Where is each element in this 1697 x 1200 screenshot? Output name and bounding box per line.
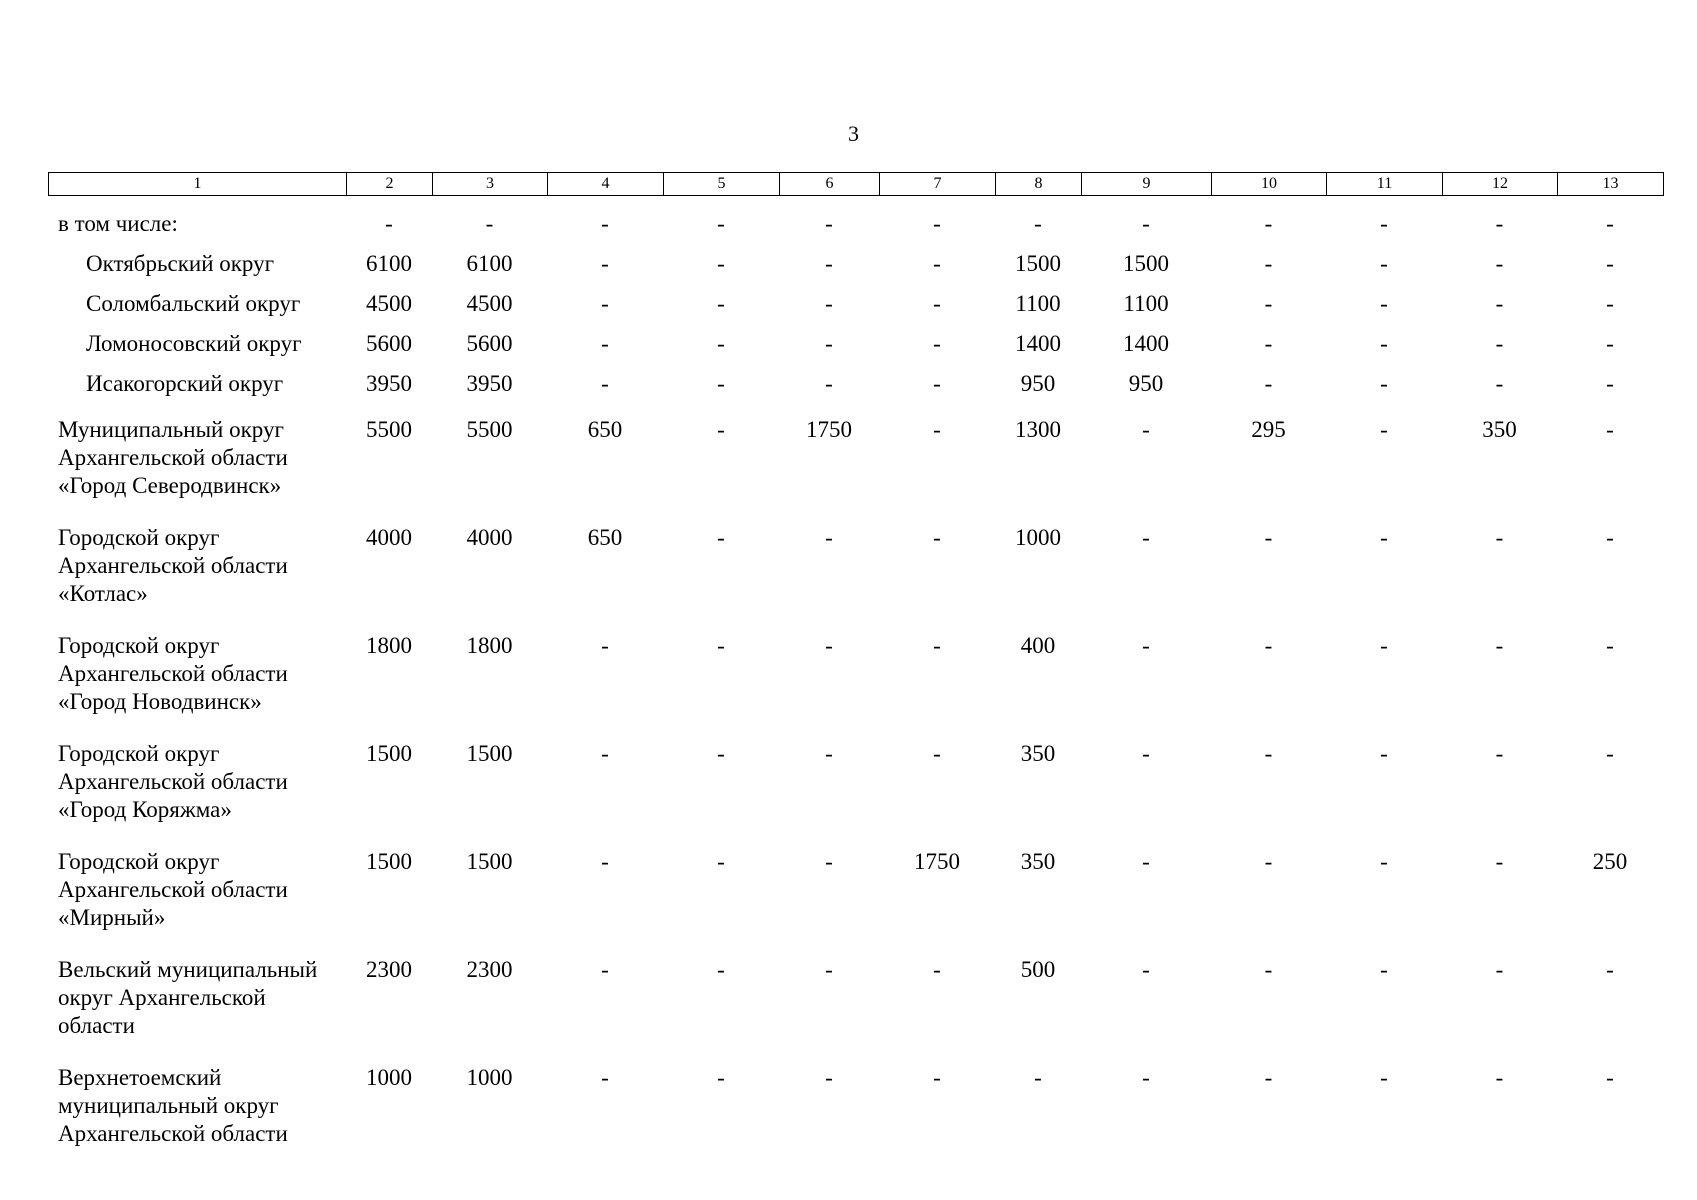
cell-col-13: - bbox=[1606, 211, 1614, 236]
cell-col-8: 500 bbox=[1020, 957, 1056, 982]
cell-col-3: 4500 bbox=[466, 291, 513, 316]
cell-col-4: - bbox=[601, 331, 609, 356]
header-col-3: 3 bbox=[433, 173, 548, 196]
cell-col-6: - bbox=[825, 741, 833, 766]
cell-col-2: 3950 bbox=[366, 371, 412, 396]
cell-col-9: - bbox=[1142, 525, 1150, 550]
header-col-4: 4 bbox=[548, 173, 664, 196]
cell-col-10: - bbox=[1264, 525, 1273, 550]
table-row bbox=[48, 410, 1663, 518]
cell-col-7: - bbox=[933, 633, 941, 658]
cell-col-7: - bbox=[933, 957, 941, 982]
cell-col-5: - bbox=[717, 1065, 725, 1090]
cell-col-5: - bbox=[717, 251, 725, 276]
cell-col-5: - bbox=[717, 957, 725, 982]
cell-col-12: - bbox=[1495, 211, 1504, 236]
cell-col-9: 1500 bbox=[1123, 251, 1169, 276]
cell-col-9: 950 bbox=[1128, 371, 1164, 396]
cell-col-8: 1000 bbox=[1015, 525, 1061, 550]
cell-col-3: 5600 bbox=[466, 331, 513, 356]
cell-col-4: - bbox=[601, 957, 609, 982]
cell-col-3: 4000 bbox=[466, 525, 513, 550]
cell-col-3: 6100 bbox=[466, 251, 513, 276]
cell-col-9: - bbox=[1142, 1065, 1150, 1090]
cell-col-10: - bbox=[1264, 211, 1273, 236]
cell-col-3: 1800 bbox=[466, 633, 513, 658]
cell-col-3: - bbox=[485, 211, 494, 236]
cell-col-2: 1500 bbox=[366, 849, 412, 874]
cell-col-6: - bbox=[825, 957, 833, 982]
cell-col-4: - bbox=[601, 371, 609, 396]
cell-col-7: - bbox=[933, 331, 941, 356]
cell-col-5: - bbox=[717, 331, 725, 356]
cell-col-9: 1100 bbox=[1123, 291, 1169, 316]
cell-col-12: - bbox=[1495, 251, 1504, 276]
cell-col-5: - bbox=[717, 741, 725, 766]
cell-col-8: 1100 bbox=[1015, 291, 1061, 316]
cell-col-8: 1400 bbox=[1015, 331, 1061, 356]
cell-col-7: - bbox=[933, 417, 941, 442]
cell-col-4: - bbox=[601, 211, 609, 236]
row-label: Городской округ Архангельской области «Мирный» bbox=[58, 849, 288, 930]
table-row bbox=[48, 842, 1663, 950]
cell-col-2: 6100 bbox=[366, 251, 412, 276]
cell-col-4: 650 bbox=[587, 525, 623, 550]
cell-col-2: 1500 bbox=[366, 741, 412, 766]
cell-col-5: - bbox=[717, 371, 725, 396]
cell-col-10: - bbox=[1264, 251, 1273, 276]
cell-col-7: - bbox=[933, 211, 941, 236]
cell-col-8: - bbox=[1034, 1065, 1042, 1090]
cell-col-10: - bbox=[1264, 849, 1273, 874]
row-label: в том числе: bbox=[58, 211, 178, 236]
table-row bbox=[48, 290, 1663, 330]
cell-col-5: - bbox=[717, 849, 725, 874]
cell-col-11: - bbox=[1380, 211, 1388, 236]
cell-col-12: - bbox=[1495, 525, 1504, 550]
data-table bbox=[48, 210, 1663, 1166]
header-col-6: 6 bbox=[780, 173, 880, 196]
cell-col-13: 250 bbox=[1592, 849, 1628, 874]
cell-col-5: - bbox=[717, 633, 725, 658]
cell-col-3: 5500 bbox=[466, 417, 513, 442]
row-label: Верхнетоемский муниципальный округ Архангельской области bbox=[58, 1065, 288, 1146]
cell-col-11: - bbox=[1380, 331, 1388, 356]
cell-col-8: 1500 bbox=[1015, 251, 1061, 276]
cell-col-12: 350 bbox=[1482, 417, 1517, 442]
cell-col-7: - bbox=[933, 525, 941, 550]
cell-col-12: - bbox=[1495, 633, 1504, 658]
cell-col-4: 650 bbox=[587, 417, 623, 442]
cell-col-2: 1000 bbox=[366, 1065, 412, 1090]
header-col-9: 9 bbox=[1082, 173, 1212, 196]
cell-col-3: 1500 bbox=[466, 741, 513, 766]
cell-col-13: - bbox=[1606, 251, 1614, 276]
cell-col-13: - bbox=[1606, 417, 1614, 442]
table-row bbox=[48, 734, 1663, 842]
header-col-1: 1 bbox=[49, 173, 347, 196]
cell-col-11: - bbox=[1380, 291, 1388, 316]
cell-col-4: - bbox=[601, 849, 609, 874]
cell-col-11: - bbox=[1380, 1065, 1388, 1090]
page-number: 3 bbox=[848, 121, 859, 146]
table-row bbox=[48, 518, 1663, 626]
cell-col-3: 1500 bbox=[466, 849, 513, 874]
cell-col-6: - bbox=[825, 251, 833, 276]
row-label: Городской округ Архангельской области «Город Коряжма» bbox=[58, 741, 288, 822]
cell-col-11: - bbox=[1380, 251, 1388, 276]
header-col-13: 13 bbox=[1558, 173, 1664, 196]
cell-col-11: - bbox=[1380, 849, 1388, 874]
header-col-5: 5 bbox=[664, 173, 780, 196]
cell-col-13: - bbox=[1606, 1065, 1614, 1090]
cell-col-6: - bbox=[825, 633, 833, 658]
cell-col-2: 2300 bbox=[366, 957, 412, 982]
cell-col-12: - bbox=[1495, 371, 1504, 396]
cell-col-2: 5600 bbox=[366, 331, 412, 356]
cell-col-10: - bbox=[1264, 331, 1273, 356]
cell-col-10: - bbox=[1264, 633, 1273, 658]
cell-col-8: - bbox=[1034, 211, 1042, 236]
cell-col-9: 1400 bbox=[1123, 331, 1169, 356]
header-col-12: 12 bbox=[1443, 173, 1558, 196]
cell-col-6: - bbox=[825, 849, 833, 874]
cell-col-12: - bbox=[1495, 1065, 1504, 1090]
row-label: Вельский муниципальный округ Архангельской области bbox=[58, 957, 318, 1038]
header-col-10: 10 bbox=[1212, 173, 1327, 196]
cell-col-5: - bbox=[717, 525, 725, 550]
row-label: Исакогорский округ bbox=[86, 371, 284, 396]
header-col-8: 8 bbox=[996, 173, 1082, 196]
cell-col-13: - bbox=[1606, 371, 1614, 396]
cell-col-10: - bbox=[1264, 371, 1273, 396]
cell-col-7: - bbox=[933, 741, 941, 766]
cell-col-8: 350 bbox=[1020, 741, 1056, 766]
cell-col-2: - bbox=[385, 211, 393, 236]
row-label: Соломбальский округ bbox=[86, 291, 301, 316]
cell-col-9: - bbox=[1142, 957, 1150, 982]
cell-col-10: - bbox=[1264, 741, 1273, 766]
cell-col-13: - bbox=[1606, 525, 1614, 550]
cell-col-10: - bbox=[1264, 957, 1273, 982]
cell-col-9: - bbox=[1142, 849, 1150, 874]
row-label: Ломоносовский округ bbox=[86, 331, 302, 356]
cell-col-2: 1800 bbox=[366, 633, 412, 658]
cell-col-12: - bbox=[1495, 331, 1504, 356]
cell-col-8: 350 bbox=[1020, 849, 1056, 874]
header-col-2: 2 bbox=[347, 173, 433, 196]
cell-col-2: 4000 bbox=[366, 525, 412, 550]
cell-col-9: - bbox=[1142, 633, 1150, 658]
cell-col-11: - bbox=[1380, 371, 1388, 396]
cell-col-6: 1750 bbox=[806, 417, 852, 442]
row-label: Городской округ Архангельской области «Город Новодвинск» bbox=[58, 633, 288, 714]
cell-col-11: - bbox=[1380, 525, 1388, 550]
cell-col-10: - bbox=[1264, 1065, 1273, 1090]
cell-col-8: 950 bbox=[1020, 371, 1056, 396]
cell-col-12: - bbox=[1495, 291, 1504, 316]
cell-col-6: - bbox=[825, 525, 833, 550]
cell-col-13: - bbox=[1606, 741, 1614, 766]
cell-col-7: - bbox=[933, 251, 941, 276]
cell-col-11: - bbox=[1380, 633, 1388, 658]
table-row bbox=[48, 330, 1663, 370]
cell-col-4: - bbox=[601, 633, 609, 658]
cell-col-9: - bbox=[1142, 211, 1150, 236]
cell-col-11: - bbox=[1380, 957, 1388, 982]
cell-col-13: - bbox=[1606, 957, 1614, 982]
cell-col-6: - bbox=[825, 211, 833, 236]
cell-col-13: - bbox=[1606, 291, 1614, 316]
table-row bbox=[48, 370, 1663, 410]
cell-col-7: - bbox=[933, 291, 941, 316]
cell-col-9: - bbox=[1142, 741, 1150, 766]
header-col-11: 11 bbox=[1327, 173, 1443, 196]
cell-col-11: - bbox=[1380, 741, 1388, 766]
table-row bbox=[48, 210, 1663, 250]
row-label: Муниципальный округ Архангельской области «Город Северодвинск» bbox=[58, 417, 288, 498]
cell-col-3: 3950 bbox=[466, 371, 513, 396]
cell-col-3: 2300 bbox=[466, 957, 513, 982]
cell-col-12: - bbox=[1495, 741, 1504, 766]
cell-col-7: 1750 bbox=[914, 849, 960, 874]
cell-col-8: 400 bbox=[1020, 633, 1056, 658]
cell-col-4: - bbox=[601, 251, 609, 276]
header-col-7: 7 bbox=[880, 173, 996, 196]
cell-col-12: - bbox=[1495, 849, 1504, 874]
row-label: Октябрьский округ bbox=[86, 251, 275, 276]
cell-col-4: - bbox=[601, 741, 609, 766]
cell-col-3: 1000 bbox=[466, 1065, 513, 1090]
column-number-header bbox=[48, 172, 1664, 196]
table-row bbox=[48, 1058, 1663, 1166]
cell-col-7: - bbox=[933, 371, 941, 396]
cell-col-8: 1300 bbox=[1015, 417, 1061, 442]
cell-col-9: - bbox=[1142, 417, 1150, 442]
cell-col-13: - bbox=[1606, 633, 1614, 658]
cell-col-11: - bbox=[1380, 417, 1388, 442]
cell-col-6: - bbox=[825, 371, 833, 396]
cell-col-2: 5500 bbox=[366, 417, 412, 442]
cell-col-10: - bbox=[1264, 291, 1273, 316]
table-row bbox=[48, 250, 1663, 290]
cell-col-6: - bbox=[825, 331, 833, 356]
cell-col-2: 4500 bbox=[366, 291, 412, 316]
cell-col-6: - bbox=[825, 1065, 833, 1090]
table-row bbox=[48, 950, 1663, 1058]
cell-col-6: - bbox=[825, 291, 833, 316]
cell-col-7: - bbox=[933, 1065, 941, 1090]
cell-col-4: - bbox=[601, 291, 609, 316]
cell-col-12: - bbox=[1495, 957, 1504, 982]
cell-col-5: - bbox=[717, 211, 725, 236]
cell-col-13: - bbox=[1606, 331, 1614, 356]
table-row bbox=[48, 626, 1663, 734]
cell-col-4: - bbox=[601, 1065, 609, 1090]
cell-col-10: 295 bbox=[1251, 417, 1286, 442]
cell-col-5: - bbox=[717, 417, 725, 442]
row-label: Городской округ Архангельской области «Котлас» bbox=[58, 525, 288, 606]
cell-col-5: - bbox=[717, 291, 725, 316]
